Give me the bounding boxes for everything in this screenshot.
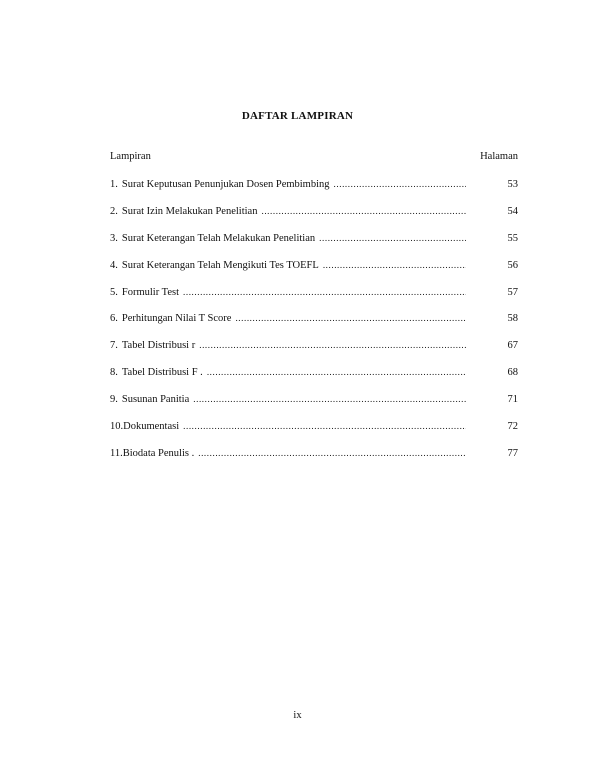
- list-item: [110, 232, 518, 259]
- item-number: 2.: [110, 205, 118, 217]
- item-page: 56: [507, 259, 518, 271]
- list-item: [110, 259, 518, 286]
- page-title: DAFTAR LAMPIRAN: [241, 110, 354, 122]
- item-page: 54: [507, 205, 518, 217]
- item-number: 8.: [110, 367, 118, 379]
- header-lampiran: Lampiran: [110, 151, 151, 162]
- item-number: 4.: [110, 259, 118, 271]
- dot-leader: [199, 339, 466, 352]
- item-number: 7.: [110, 340, 118, 352]
- item-number: 3.: [110, 232, 118, 244]
- item-number: 11.: [110, 447, 123, 459]
- item-label: Formulir Test: [121, 286, 179, 298]
- item-number: 5.: [110, 286, 118, 298]
- item-label: Biodata Penulis .: [122, 447, 195, 459]
- item-number: 9.: [110, 394, 118, 406]
- item-label: Surat Keterangan Telah Melakukan Penelitian: [121, 232, 316, 244]
- header-halaman: Halaman: [480, 151, 518, 162]
- dot-leader: [183, 286, 466, 299]
- dot-leader: [198, 447, 466, 460]
- item-label: Surat Keputusan Penunjukan Dosen Pembimbing: [121, 179, 330, 190]
- dot-leader: [207, 366, 466, 379]
- list-header: [110, 151, 518, 162]
- item-page: 55: [507, 232, 518, 244]
- list-item: [110, 447, 518, 474]
- dot-leader: [183, 420, 466, 433]
- appendix-list: [110, 178, 518, 474]
- item-label: Tabel Distribusi r: [121, 340, 196, 352]
- item-page: 58: [507, 313, 518, 325]
- dot-leader: [235, 312, 466, 325]
- dot-leader: [193, 393, 466, 406]
- item-label: Surat Keterangan Telah Mengikuti Tes TOEFL: [121, 259, 319, 271]
- item-label: Tabel Distribusi F .: [121, 367, 203, 379]
- dot-leader: [323, 259, 466, 272]
- item-label: Surat Izin Melakukan Penelitian: [121, 205, 258, 217]
- item-number: 10.: [110, 421, 124, 433]
- item-page: 57: [507, 286, 518, 298]
- list-item: [110, 312, 518, 339]
- list-item: [110, 286, 518, 313]
- list-item: [110, 339, 518, 366]
- page-number: ix: [293, 710, 302, 721]
- item-page: 53: [507, 179, 518, 190]
- item-page: 72: [507, 421, 518, 433]
- list-item: [110, 366, 518, 393]
- dot-leader: [261, 205, 466, 218]
- item-page: 68: [507, 367, 518, 379]
- item-number: 6.: [110, 313, 118, 325]
- list-item: [110, 420, 518, 447]
- dot-leader: [319, 232, 466, 245]
- list-item: [110, 393, 518, 420]
- item-number: 1.: [110, 179, 118, 190]
- item-page: 77: [507, 447, 518, 459]
- list-item: [110, 178, 518, 205]
- item-label: Susunan Panitia: [121, 394, 190, 406]
- item-page: 67: [507, 340, 518, 352]
- dot-leader: [334, 178, 466, 191]
- item-label: Perhitungan Nilai T Score: [121, 313, 232, 325]
- item-label: Dokumentasi: [123, 421, 180, 433]
- list-item: [110, 205, 518, 232]
- item-page: 71: [507, 394, 518, 406]
